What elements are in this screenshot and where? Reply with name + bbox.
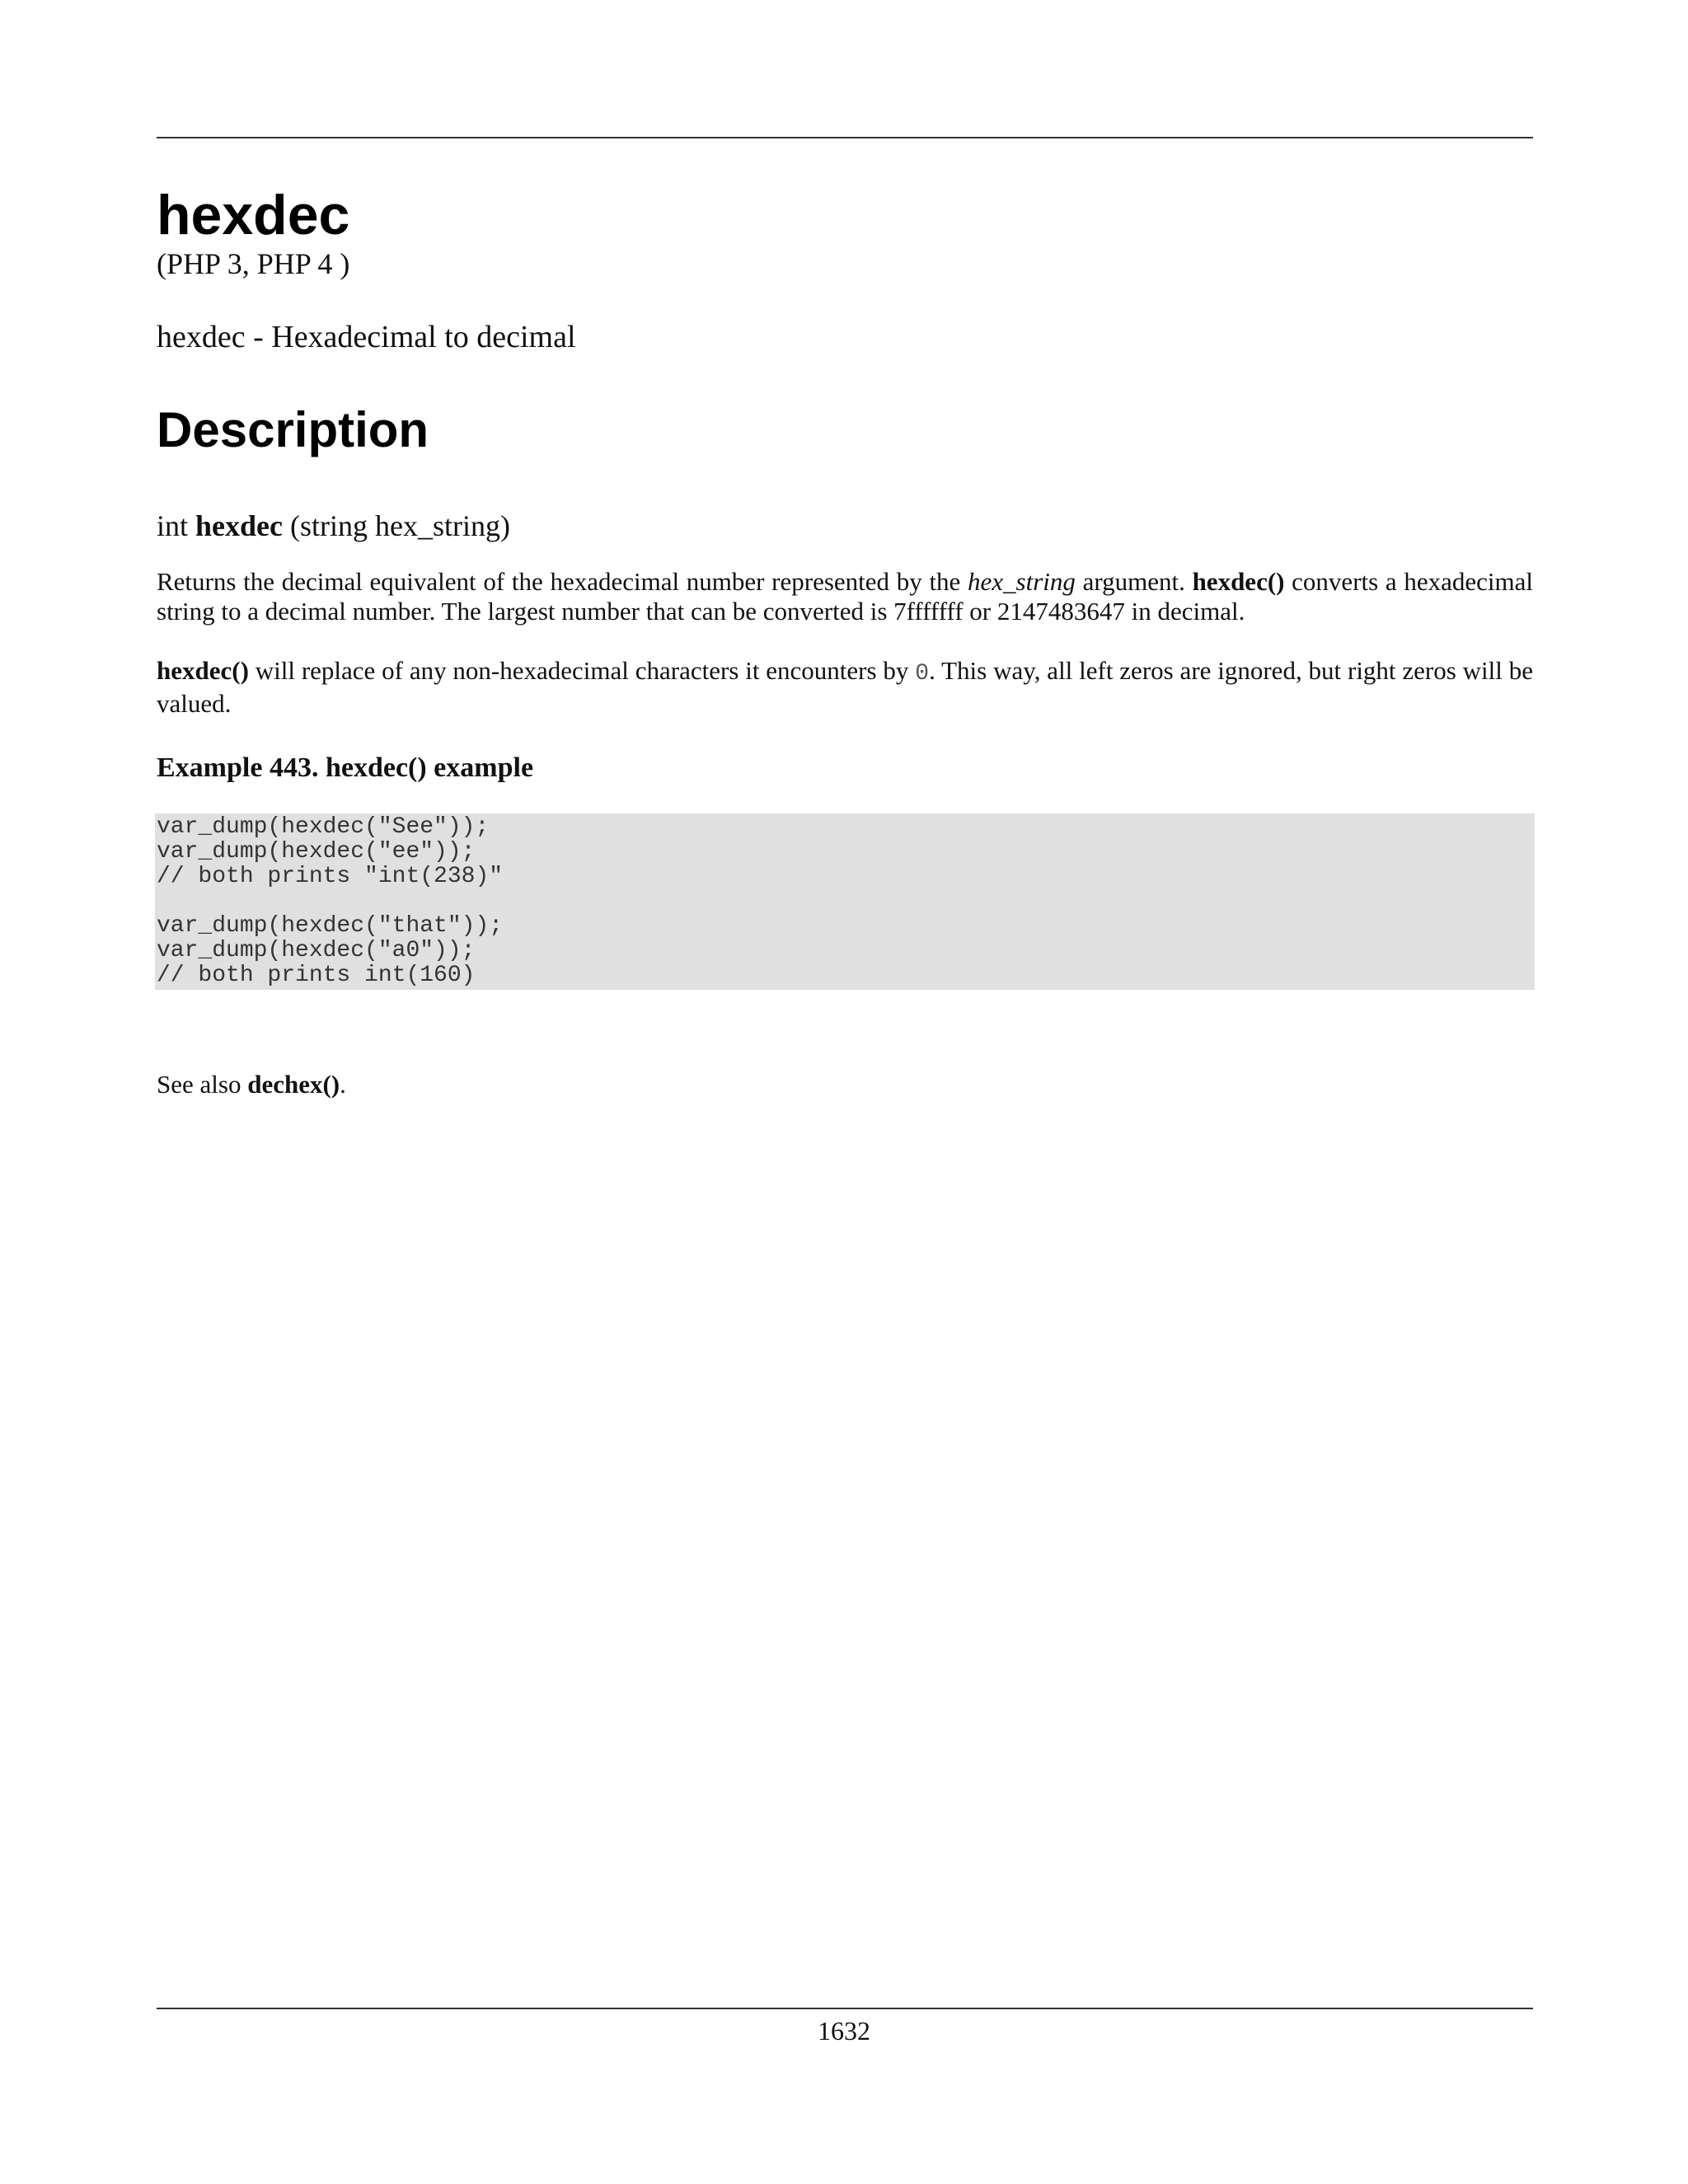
section-heading-description: Description [157, 402, 429, 458]
page-number: 1632 [818, 2016, 870, 2046]
para2-text-b: . This way, all left zeros are ignored, but right zeros will be valued. [157, 656, 1533, 719]
see-also-suffix: . [340, 1070, 346, 1099]
version-info: (PHP 3, PHP 4 ) [157, 247, 350, 281]
function-purpose: hexdec - Hexadecimal to decimal [157, 320, 576, 355]
code-line: var_dump(hexdec("See")); [157, 814, 490, 841]
synopsis-return-type: int [157, 509, 189, 543]
para1-text-b: argument. [1075, 567, 1193, 597]
page-content [157, 185, 1533, 1099]
description-paragraph-1 [157, 567, 1533, 626]
see-also-prefix: See also [157, 1070, 248, 1099]
code-line: var_dump(hexdec("ee")); [157, 839, 476, 865]
para2-text-a: will replace of any non-hexadecimal characters it encounters by [248, 656, 916, 686]
para1-text-c: converts a hexadecimal string to a decimal number. The largest number that can be converted is 7fffffff or 2147483647 in decimal. [157, 567, 1533, 626]
function-ref-hexdec-2: hexdec() [157, 656, 249, 686]
code-line: // both prints "int(238)" [157, 864, 504, 890]
synopsis-function-name: hexdec [195, 509, 283, 543]
header-rule [157, 137, 1533, 138]
example-title: Example 443. hexdec() example [157, 752, 534, 784]
code-block [155, 813, 1535, 990]
description-paragraph-2 [157, 656, 1533, 719]
see-also [157, 1069, 1533, 1099]
literal-zero: 0 [915, 661, 930, 687]
param-hex-string: hex_string [968, 567, 1076, 597]
synopsis-params: (string hex_string) [290, 509, 510, 543]
para1-text-a: Returns the decimal equivalent of the hexadecimal number represented by the [157, 567, 968, 597]
footer-rule [157, 2008, 1533, 2009]
function-ref-hexdec: hexdec() [1192, 567, 1285, 597]
code-line: var_dump(hexdec("a0")); [157, 938, 476, 964]
see-also-link-dechex[interactable]: dechex() [247, 1070, 340, 1099]
code-line: var_dump(hexdec("that")); [157, 913, 504, 940]
code-line: // both prints int(160) [157, 963, 476, 989]
code-line-blank [157, 889, 1533, 914]
page-title: hexdec [157, 184, 350, 246]
function-synopsis [157, 509, 1533, 544]
